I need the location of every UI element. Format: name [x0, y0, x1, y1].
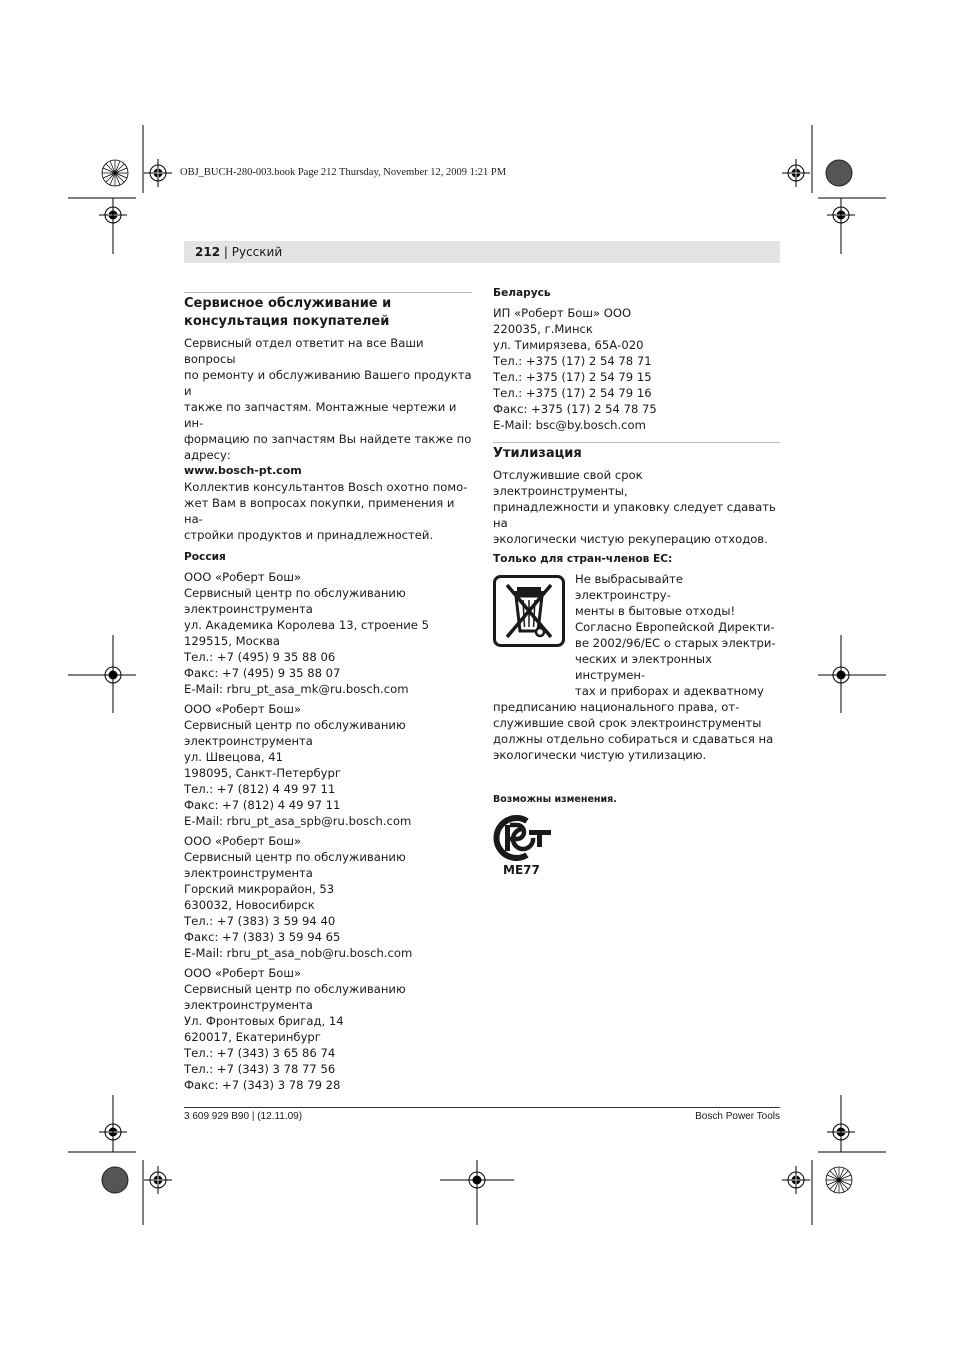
header-separator: |: [220, 245, 232, 259]
consultants-text: Коллектив консультантов Bosch охотно помо- жет Вам в вопросах покупки, применения и на- стройки продуктов и принадлежностей.: [184, 480, 468, 542]
weee-notice: [493, 571, 780, 699]
service-section-title: Сервисное обслуживание и консультация покупателей: [184, 296, 392, 329]
disposal-section-title: Утилизация: [493, 446, 582, 461]
registration-mark-icon: [827, 201, 855, 229]
certification-code: ME77: [503, 863, 540, 877]
footer-brand: Bosch Power Tools: [695, 1111, 780, 1122]
weee-text-rest: предписанию национального права, от- служившие свой срок электроинструменты должны отдельно собираться и сдаваться на экологически чистую утилизацию.: [493, 700, 774, 762]
registration-mark-icon: [99, 661, 127, 689]
print-slug: OBJ_BUCH-280-003.book Page 212 Thursday, November 12, 2009 1:21 PM: [180, 167, 507, 178]
country-belarus: Беларусь: [493, 287, 551, 299]
page-header: [184, 241, 780, 263]
color-wheel-icon: [102, 1167, 128, 1193]
registration-mark-icon: [463, 1166, 491, 1194]
header-language: Русский: [231, 245, 283, 259]
country-russia: Россия: [184, 551, 226, 563]
address-block-moscow: ООО «Роберт Бош» Сервисный центр по обслуживанию электроинструмента ул. Академика Королева 13, строение 5 129515, Москва Тел.: +7 (495) 9 35 88 06 Факс: +7 (495) 9 35 88 07 E-Mail: rbru_pt_asa_mk@ru.bosch.com: [184, 570, 429, 696]
address-block-minsk: ИП «Роберт Бош» ООО 220035, г.Минск ул. Тимирязева, 65А-020 Тел.: +375 (17) 2 54 78 71 Тел.: +375 (17) 2 54 79 15 Тел.: +375 (17) 2 54 79 16 Факс: +375 (17) 2 54 78 75 E-Mail: bsc@by.bosch.com: [493, 306, 657, 432]
registration-mark-icon: [782, 1166, 810, 1194]
changes-note: Возможны изменения.: [493, 794, 617, 805]
color-wheel-icon: [826, 160, 852, 186]
registration-mark-icon: [99, 1118, 127, 1146]
address-block-ekaterinburg: ООО «Роберт Бош» Сервисный центр по обслуживанию электроинструмента Ул. Фронтовых бригад, 14 620017, Екатеринбург Тел.: +7 (343) 3 65 86 74 Тел.: +7 (343) 3 78 77 56 Факс: +7 (343) 3 78 79 28: [184, 966, 406, 1092]
weee-text-top: Не выбрасывайте электроинстру- менты в бытовые отходы! Согласно Европейской Директи- ве 2002/96/ЕС о старых электри- ческих и электронных инструмен- тах и приборах и адекватному: [575, 572, 776, 698]
right-column: [493, 285, 780, 877]
disposal-text: Отслужившие свой срок электроинструменты, принадлежности и упаковку следует сдавать на экологически чистую рекуперацию отходов.: [493, 468, 776, 546]
registration-mark-icon: [827, 1118, 855, 1146]
footer-doc-number: 3 609 929 B90 | (12.11.09): [184, 1111, 303, 1122]
left-column: [184, 292, 472, 1093]
registration-mark-icon: [782, 159, 810, 187]
service-intro: Сервисный отдел ответит на все Ваши вопросы по ремонту и обслуживанию Вашего продукта и также по запчастям. Монтажные чертежи и ин- формацию по запчастям Вы найдете также по адресу:: [184, 336, 472, 462]
address-block-novosibirsk: ООО «Роберт Бош» Сервисный центр по обслуживанию электроинструмента Горский микрорайон, 53 630032, Новосибирск Тел.: +7 (383) 3 59 94 40 Факс: +7 (383) 3 59 94 65 E-Mail: rbru_pt_asa_nob@ru.bosch.com: [184, 834, 413, 960]
footer-rule: [184, 1107, 780, 1108]
registration-mark-icon: [827, 661, 855, 689]
registration-mark-icon: [144, 1166, 172, 1194]
gost-r-certification-icon: [493, 815, 553, 861]
color-wheel-icon: [826, 1167, 852, 1193]
weee-crossed-bin-icon: [493, 575, 565, 647]
address-block-spb: ООО «Роберт Бош» Сервисный центр по обслуживанию электроинструмента ул. Швецова, 41 198095, Санкт-Петербург Тел.: +7 (812) 4 49 97 11 Факс: +7 (812) 4 49 97 11 E-Mail: rbru_pt_asa_spb@ru.bosch.com: [184, 702, 412, 828]
page-number: 212: [195, 245, 221, 259]
color-wheel-icon: [102, 160, 128, 186]
registration-mark-icon: [99, 201, 127, 229]
eu-only-title: Только для стран-членов ЕС:: [493, 553, 673, 565]
website-link[interactable]: www.bosch-pt.com: [184, 464, 302, 477]
registration-mark-icon: [144, 159, 172, 187]
